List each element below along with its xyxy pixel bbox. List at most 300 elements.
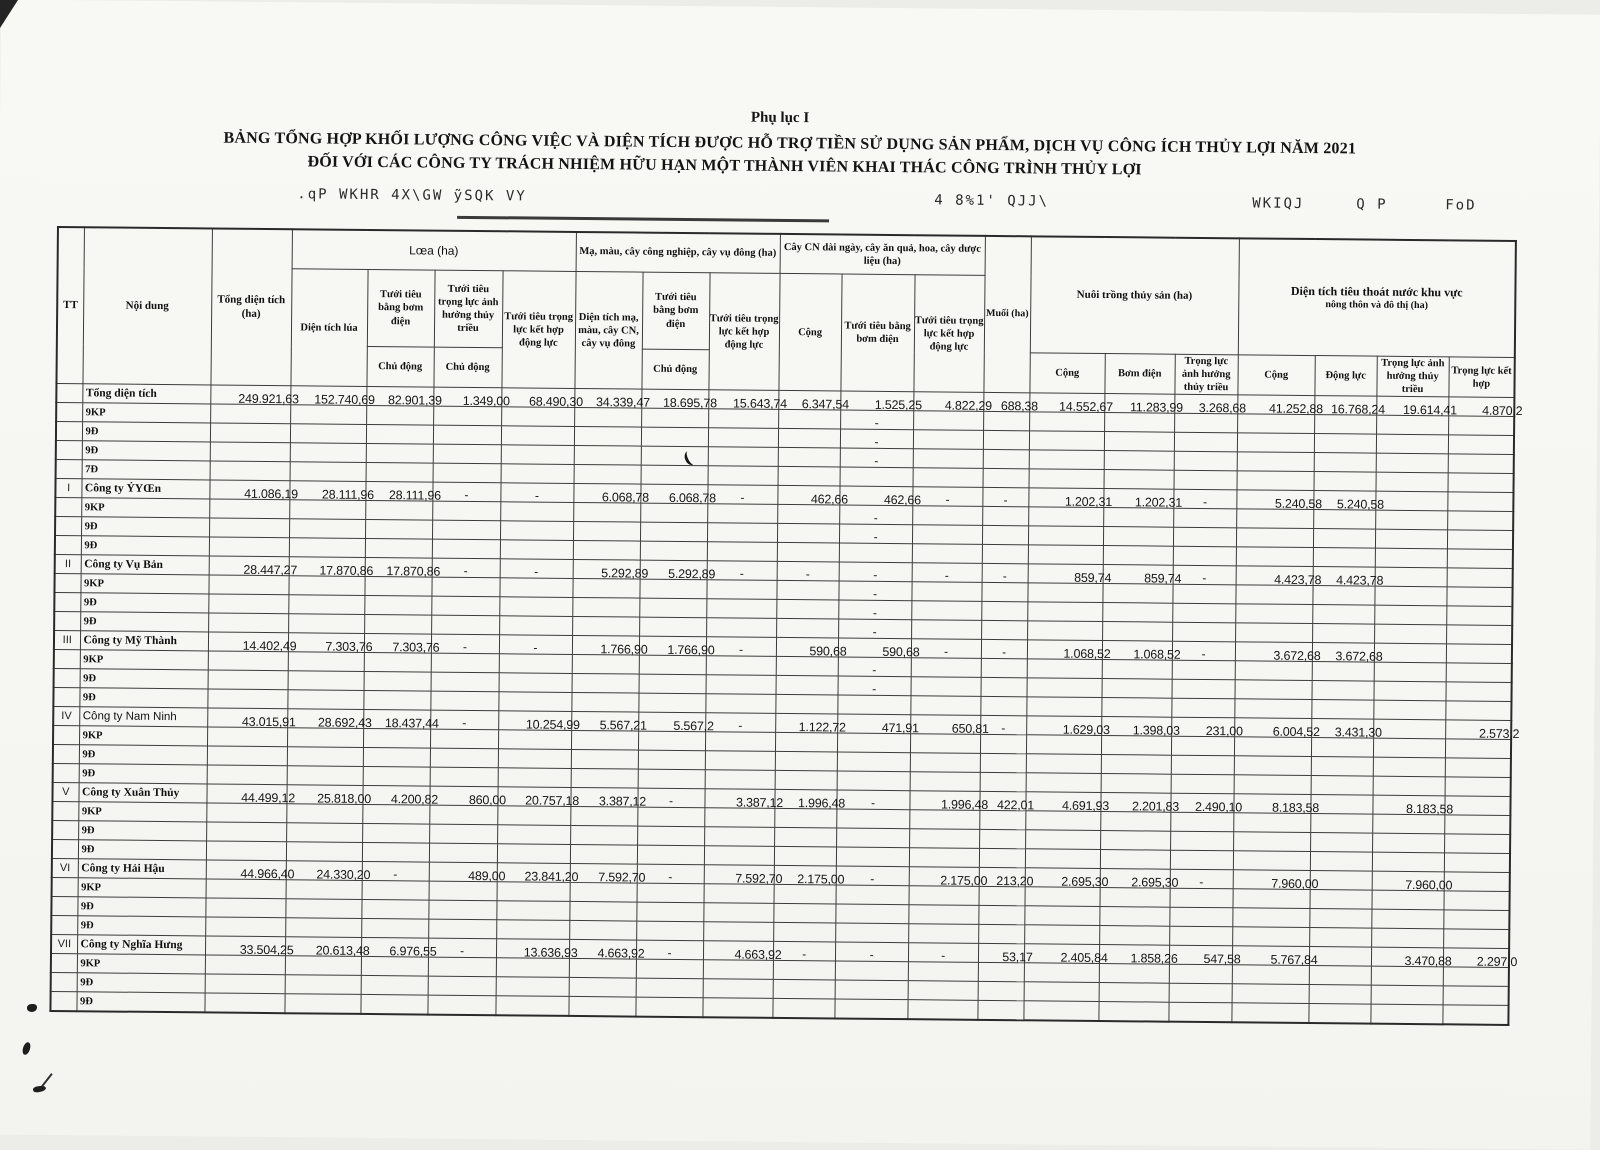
value-cell: [908, 924, 978, 944]
value-cell: [913, 411, 983, 431]
value-text: 1.398,03: [1132, 723, 1180, 738]
value-cell: [839, 505, 912, 525]
value-text: 5.240,58: [1274, 496, 1323, 512]
value-text: 82.901,39: [387, 393, 442, 408]
value-cell: [428, 976, 496, 996]
value-cell: [703, 922, 773, 942]
value-cell: [1025, 887, 1100, 907]
dash-mark: -: [1202, 494, 1208, 509]
value-cell: [210, 423, 290, 443]
value-cell: [1174, 452, 1237, 472]
value-cell: [639, 617, 706, 637]
value-cell: [707, 504, 777, 524]
value-text: 590,68: [882, 644, 920, 660]
value-text: 18.437,44: [384, 716, 439, 731]
value-cell: [1026, 754, 1101, 774]
dash-mark: -: [874, 415, 879, 430]
value-cell: [704, 808, 774, 828]
value-cell: [360, 995, 427, 1015]
value-cell: [981, 659, 1027, 678]
value-cell: [209, 537, 289, 557]
value-cell: [1313, 567, 1384, 588]
value-text: 489,00: [468, 868, 506, 884]
value-cell: [1448, 397, 1523, 418]
value-cell: [636, 921, 703, 941]
value-cell: [637, 883, 704, 903]
value-cell: [1232, 908, 1309, 928]
value-cell: [1103, 508, 1173, 528]
value-cell: [641, 408, 708, 428]
row-label-cell: Tổng diện tích: [82, 384, 210, 404]
value-cell: [501, 426, 574, 446]
value-cell: [1234, 775, 1311, 795]
group-header-thuy-san: Nuôi trồng thủy sản (ha): [1030, 236, 1239, 354]
value-cell: [1027, 678, 1102, 698]
value-cell: [836, 847, 909, 867]
value-cell: [573, 484, 650, 505]
value-text: 1.858,26: [1130, 951, 1178, 966]
value-cell: [1372, 853, 1444, 873]
value-cell: [287, 728, 363, 748]
value-cell: [285, 937, 370, 958]
value-cell: [1237, 433, 1314, 453]
value-cell: [289, 557, 374, 578]
value-cell: [980, 773, 1026, 792]
value-cell: [978, 925, 1024, 944]
value-text: 471,91: [881, 720, 919, 736]
value-cell: [1312, 643, 1383, 664]
value-cell: [208, 613, 288, 633]
dash-mark: -: [1001, 644, 1007, 659]
value-cell: [1446, 625, 1512, 645]
value-cell: [1025, 830, 1100, 850]
group-header-tieu-thoat: [1238, 238, 1516, 357]
value-cell: [1443, 948, 1518, 969]
value-cell: [1231, 1003, 1308, 1023]
value-cell: [912, 487, 982, 507]
dash-mark: -: [873, 510, 878, 525]
value-cell: [1024, 963, 1099, 983]
value-text: 7.592,70: [735, 871, 783, 886]
value-cell: [430, 767, 498, 787]
row-number-cell: [54, 650, 80, 669]
value-cell: [573, 503, 640, 523]
value-cell: [777, 562, 839, 582]
value-text: 7.960,00: [1405, 877, 1453, 893]
value-cell: [366, 444, 433, 464]
value-cell: [1169, 927, 1232, 947]
value-cell: [909, 886, 979, 906]
value-cell: [978, 906, 1024, 925]
dash-mark: -: [464, 487, 469, 502]
value-cell: [364, 653, 431, 673]
value-cell: [1099, 1002, 1169, 1022]
value-text: 1.766,90: [600, 642, 648, 657]
value-cell: [1029, 412, 1104, 432]
value-cell: [1174, 471, 1237, 491]
value-text: 53,17: [1002, 949, 1033, 965]
row-label-cell: 9KP: [81, 498, 209, 518]
value-cell: [365, 482, 441, 503]
value-cell: [911, 601, 981, 621]
value-cell: [285, 956, 361, 976]
row-number-cell: [52, 821, 78, 840]
value-text: 14.552,67: [1059, 399, 1113, 414]
value-text: 44.499,12: [241, 790, 296, 806]
value-text: 41.252,88: [1269, 401, 1323, 417]
value-cell: [908, 905, 978, 925]
row-label-cell: Công ty Hải Hậu: [78, 859, 206, 879]
value-cell: [366, 406, 433, 426]
value-cell: [1371, 929, 1443, 949]
value-cell: [428, 938, 496, 958]
row-label-cell: 9Đ: [82, 422, 210, 442]
value-text: 19.614,41: [1403, 402, 1457, 418]
value-cell: [772, 999, 834, 1019]
value-cell: [429, 786, 507, 808]
value-cell: [982, 583, 1028, 602]
value-cell: [706, 599, 776, 619]
value-cell: [702, 998, 772, 1018]
value-cell: [979, 849, 1025, 868]
value-cell: [1103, 546, 1173, 566]
value-cell: [287, 766, 363, 786]
value-cell: [208, 575, 288, 595]
dash-mark: -: [872, 624, 877, 639]
value-cell: [1445, 720, 1520, 741]
garbled-text-3: WKIQJ: [1252, 195, 1305, 212]
value-cell: [1026, 773, 1101, 793]
value-cell: [572, 636, 648, 657]
value-text: 5.240,58: [1336, 497, 1385, 512]
value-cell: [205, 898, 285, 918]
value-cell: [704, 865, 783, 886]
value-cell: [1027, 640, 1111, 661]
value-cell: [363, 767, 430, 787]
value-cell: [572, 655, 639, 675]
value-cell: [499, 673, 572, 693]
value-text: 590,68: [809, 644, 847, 659]
value-cell: [290, 386, 375, 407]
value-cell: [1442, 1005, 1508, 1025]
value-cell: [1170, 851, 1233, 871]
value-text: 7.303,76: [325, 639, 373, 654]
value-cell: [210, 461, 290, 481]
value-text: 1.068,52: [1133, 647, 1181, 662]
value-cell: [637, 845, 704, 865]
value-cell: [569, 902, 636, 922]
value-cell: [912, 563, 982, 583]
value-cell: [910, 715, 989, 736]
value-cell: [774, 828, 836, 848]
row-number-cell: [52, 840, 78, 859]
value-cell: [288, 652, 364, 672]
value-cell: [429, 881, 497, 901]
value-cell: [1448, 416, 1514, 436]
value-cell: [430, 710, 498, 730]
value-text: 10.254,99: [525, 717, 580, 732]
value-cell: [1232, 965, 1309, 985]
value-cell: [497, 844, 570, 864]
value-cell: [704, 884, 774, 904]
value-cell: [1027, 621, 1102, 641]
col-header-lua-tl-chu-dong: Chủ động: [433, 347, 501, 388]
value-cell: [1237, 395, 1323, 417]
value-cell: [1375, 549, 1447, 569]
value-cell: [837, 733, 910, 753]
value-cell: [1232, 984, 1309, 1004]
value-cell: [431, 596, 499, 616]
value-cell: [703, 960, 773, 980]
value-cell: [1024, 925, 1099, 945]
value-text: 2.297,0: [1476, 954, 1518, 969]
value-cell: [1374, 625, 1446, 645]
value-cell: [569, 940, 645, 961]
group-header-ma-mau: Mạ, màu, cây công nghiệp, cây vụ đông (ha): [576, 232, 780, 273]
row-number-cell: [52, 878, 78, 897]
value-cell: [1028, 583, 1103, 603]
value-cell: [284, 994, 360, 1014]
value-cell: [364, 615, 431, 635]
value-cell: [288, 595, 364, 615]
row-label-cell: 9KP: [80, 574, 208, 594]
value-cell: [837, 714, 919, 736]
value-cell: [285, 899, 361, 919]
value-text: 2.490,10: [1194, 799, 1243, 815]
value-cell: [1104, 394, 1183, 415]
value-cell: [208, 632, 297, 654]
value-cell: [1234, 794, 1320, 815]
value-cell: [205, 936, 294, 958]
row-label-cell: Công ty ỶYŒn: [81, 479, 209, 499]
value-cell: [776, 638, 847, 659]
value-cell: [571, 769, 638, 789]
value-cell: [364, 672, 431, 692]
value-cell: [912, 525, 982, 545]
row-number-cell: [55, 498, 81, 517]
value-cell: [1100, 850, 1170, 870]
value-cell: [911, 639, 981, 659]
value-cell: [210, 442, 290, 462]
value-cell: [641, 427, 708, 447]
value-cell: [1448, 454, 1514, 474]
value-cell: [1311, 795, 1373, 815]
value-cell: [361, 900, 428, 920]
value-cell: [1372, 891, 1444, 911]
value-text: 44.966,40: [240, 866, 295, 882]
value-cell: [638, 712, 714, 734]
value-cell: [1310, 890, 1372, 910]
value-cell: [206, 860, 295, 882]
value-text: 3.268,68: [1198, 400, 1246, 416]
value-cell: [1028, 488, 1113, 509]
value-cell: [570, 807, 637, 827]
value-text: 3.672,68: [1335, 649, 1383, 664]
value-text: 152.740,69: [314, 392, 375, 407]
value-cell: [835, 904, 908, 924]
value-cell: [205, 917, 285, 937]
value-cell: [1312, 662, 1374, 682]
value-cell: [573, 560, 649, 581]
row-label-cell: 9Ð: [80, 612, 208, 632]
value-text: 4.663,92: [597, 946, 645, 961]
value-cell: [1234, 756, 1311, 776]
value-cell: [1310, 852, 1372, 872]
value-text: 4.423,78: [1336, 573, 1384, 588]
value-cell: [207, 708, 296, 730]
value-cell: [1104, 432, 1174, 452]
dash-mark: -: [1199, 874, 1204, 889]
value-text: 1.349,00: [462, 393, 510, 409]
value-text: 7.303,76: [392, 640, 440, 655]
value-cell: [365, 520, 432, 540]
col-header-lua-trong-luc-ket-hop: Tưới tiêu trọng lực kết hợp động lực: [501, 271, 575, 389]
row-label-cell: 9Ð: [79, 764, 207, 784]
value-text: 6.068,78: [601, 490, 650, 505]
value-text: 4.691,93: [1061, 798, 1110, 813]
value-cell: [1172, 642, 1235, 662]
value-text: 1.525,25: [874, 397, 922, 413]
value-cell: [909, 867, 988, 888]
value-cell: [776, 619, 838, 639]
row-number-cell: VII: [51, 935, 77, 954]
value-cell: [427, 995, 495, 1015]
value-cell: [982, 526, 1028, 545]
value-cell: [840, 467, 913, 487]
col-header-ts-trong-luc-ahtt: Trọng lực ảnh hưởng thủy triều: [1175, 354, 1238, 395]
value-cell: [837, 771, 910, 791]
value-cell: [1371, 910, 1443, 930]
value-cell: [500, 502, 573, 522]
value-cell: [1025, 849, 1100, 869]
value-cell: [289, 538, 365, 558]
value-cell: [1237, 452, 1314, 472]
value-cell: [1374, 682, 1446, 702]
value-cell: [209, 518, 289, 538]
value-text: 4.200,82: [390, 792, 439, 807]
value-cell: [1309, 909, 1371, 929]
dash-mark: -: [1202, 570, 1207, 585]
subtitle-underline: [457, 216, 829, 223]
value-cell: [1448, 473, 1514, 493]
value-cell: [1447, 530, 1513, 550]
value-cell: [1026, 792, 1110, 813]
value-cell: [1371, 985, 1443, 1005]
value-cell: [1029, 469, 1104, 489]
col-header-cn-bom-dien: Tưới tiêu bằng bơm điện: [841, 274, 915, 392]
value-cell: [1236, 509, 1313, 529]
dash-mark: -: [668, 869, 673, 884]
value-cell: [983, 469, 1029, 488]
value-cell: [1372, 872, 1453, 893]
value-text: 28.111,96: [388, 488, 441, 503]
value-cell: [1373, 796, 1454, 817]
row-label-cell: 9KP: [82, 403, 210, 423]
value-cell: [431, 615, 499, 635]
value-cell: [207, 689, 287, 709]
value-text: 5.567,21: [599, 718, 647, 733]
value-cell: [1171, 794, 1243, 815]
value-cell: [1102, 679, 1172, 699]
value-cell: [432, 558, 500, 578]
value-text: 1.766,90: [667, 642, 715, 658]
value-cell: [361, 976, 428, 996]
value-cell: [1233, 851, 1310, 871]
value-cell: [362, 786, 439, 807]
value-cell: [911, 658, 981, 678]
value-cell: [980, 735, 1026, 754]
value-cell: [1026, 716, 1110, 737]
value-cell: [982, 507, 1028, 526]
value-cell: [708, 466, 778, 486]
value-cell: [1313, 586, 1375, 606]
value-cell: [1170, 870, 1233, 890]
value-cell: [497, 787, 580, 808]
value-text: 1.629,03: [1062, 722, 1110, 737]
dash-mark: -: [874, 453, 879, 468]
value-cell: [1101, 774, 1171, 794]
value-text: 15.643,74: [733, 396, 787, 411]
value-cell: [703, 979, 773, 999]
value-cell: [1314, 434, 1376, 454]
row-label-cell: 9Ð: [81, 536, 209, 556]
value-cell: [499, 578, 572, 598]
value-cell: [432, 539, 500, 559]
value-cell: [574, 465, 641, 485]
row-label-cell: Công ty Mỹ Thành: [80, 631, 208, 651]
value-cell: [983, 431, 1029, 450]
value-cell: [773, 904, 835, 924]
document-title-line1: BẢNG TỔNG HỢP KHỐI LƯỢNG CÔNG VIỆC VÀ DIỆN TÍCH ĐƯỢC HỖ TRỢ TIỀN SỬ DỤNG SẢN PHẨM, DỊCH VỤ CÔNG ÍCH THỦY LỢI NĂM 2021: [223, 129, 1357, 158]
value-cell: [1104, 470, 1174, 490]
dash-mark: -: [943, 644, 949, 659]
value-cell: [1173, 566, 1236, 586]
value-cell: [1101, 717, 1180, 738]
dash-mark: -: [944, 568, 949, 583]
row-number-cell: [56, 441, 82, 460]
value-cell: [209, 556, 298, 578]
value-cell: [1444, 815, 1510, 835]
row-number-cell: [53, 726, 79, 745]
value-cell: [839, 581, 912, 601]
col-header-lua-bom-dien: Tưới tiêu bằng bơm điện: [367, 269, 435, 347]
dash-mark: -: [1001, 720, 1006, 735]
value-cell: [640, 522, 707, 542]
value-cell: [909, 848, 979, 868]
value-cell: [1310, 871, 1372, 891]
value-cell: [363, 691, 430, 711]
row-label-cell: 9Ð: [79, 688, 207, 708]
value-cell: [1102, 641, 1181, 662]
row-number-cell: IV: [53, 707, 79, 726]
value-cell: [288, 633, 373, 654]
value-cell: [1310, 814, 1372, 834]
value-cell: [774, 790, 846, 811]
value-cell: [636, 902, 703, 922]
value-text: 28.692,43: [317, 715, 372, 730]
value-cell: [910, 753, 980, 773]
value-cell: [979, 830, 1025, 849]
value-cell: [838, 638, 920, 660]
value-cell: [1029, 450, 1104, 470]
value-cell: [572, 674, 639, 694]
value-cell: [1376, 416, 1448, 436]
value-text: 3.470,88: [1404, 953, 1452, 969]
value-text: 18.695,78: [662, 395, 717, 411]
value-cell: [433, 463, 501, 483]
value-cell: [1375, 568, 1447, 588]
value-cell: [638, 731, 705, 751]
